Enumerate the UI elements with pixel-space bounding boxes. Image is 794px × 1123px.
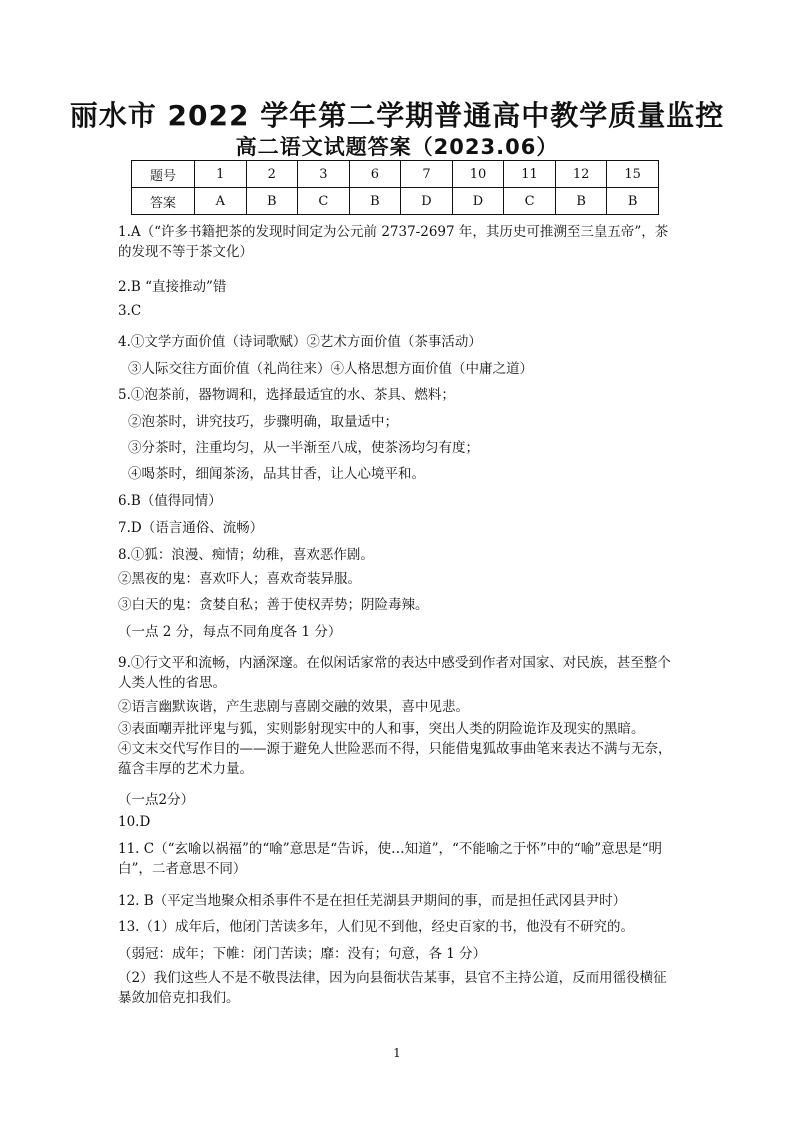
table-cell: D xyxy=(452,188,504,215)
answer-q8: 8.①狐：浪漫、痴情；幼稚，喜欢恶作剧。 xyxy=(118,547,374,563)
scoring-note: （一点 2 分，每点不同角度各 1 分） xyxy=(118,624,342,640)
table-cell: 10 xyxy=(452,161,504,188)
table-cell: 15 xyxy=(607,161,659,188)
answer-q8-item: ②黑夜的鬼：喜欢吓人；喜欢奇装异服。 xyxy=(118,571,361,587)
table-cell: 11 xyxy=(504,161,556,188)
answer-q9-item: ②语言幽默诙谐，产生悲剧与喜剧交融的效果，喜中见悲。 xyxy=(118,699,469,715)
page-number: 1 xyxy=(393,1046,401,1060)
answer-q5-item: ④喝茶时，细闻茶汤，品其甘香，让人心境平和。 xyxy=(128,466,425,482)
page-title: 丽水市 2022 学年第二学期普通高中教学质量监控 xyxy=(69,99,725,132)
answer-q8-item: ③白天的鬼：贪婪自私；善于使权弄势；阴险毒辣。 xyxy=(118,597,429,613)
table-row xyxy=(132,161,659,188)
table-cell: 3 xyxy=(298,161,350,188)
answer-q5: 5.①泡茶前，器物调和，选择最适宜的水、茶具、燃料； xyxy=(118,387,455,403)
table-header-cell: 答案 xyxy=(132,188,195,215)
answer-q1: 1.A（“许多书籍把茶的发现时间定为公元前 2737-2697 年，其历史可推溯至三皇五帝”，茶的发现不等于茶文化） xyxy=(118,224,669,260)
table-cell: B xyxy=(246,188,298,215)
table-cell: C xyxy=(298,188,350,215)
answer-q4: 4.①文学方面价值（诗词歌赋）②艺术方面价值（茶事活动） xyxy=(118,334,482,350)
answer-q13-item: （2）我们这些人不是不敬畏法律，因为向县衙状告某事，县官不主持公道，反而用徭役横征暴敛加倍克扣我们。 xyxy=(118,970,667,1006)
answer-q9-item: ③表面嘲弄批评鬼与狐，实则影射现实中的人和事，突出人类的阴险诡诈及现实的黑暗。 xyxy=(118,721,645,737)
answer-q6: 6.B（值得同情） xyxy=(118,493,222,509)
scoring-note: （一点2分） xyxy=(118,792,195,808)
answer-q9-item: ④文末交代写作目的——源于避免人世险恶而不得，只能借鬼狐故事曲笔来表达不满与无奈，蕴含丰厚的艺术力量。 xyxy=(118,741,672,777)
answer-q2: 2.B “直接推动”错 xyxy=(118,279,227,295)
answer-table xyxy=(131,160,659,215)
table-cell: 12 xyxy=(555,161,607,188)
answer-q5-item: ②泡茶时，讲究技巧，步骤明确，取量适中； xyxy=(128,414,398,430)
table-cell: A xyxy=(195,188,247,215)
answer-q11: 11. C（“玄喻以祸福”的“喻”意思是“告诉，使…知道”，“不能喻之于怀”中的“喻”意思是“明白”，二者意思不同） xyxy=(118,841,663,877)
answer-q9: 9.①行文平和流畅，内涵深邃。在似闲话家常的表达中感受到作者对国家、对民族，甚至整个人类人性的省思。 xyxy=(118,655,671,691)
table-cell: B xyxy=(555,188,607,215)
table-cell: 1 xyxy=(195,161,247,188)
answer-q12: 12. B（平定当地聚众相杀事件不是在担任芜湖县尹期间的事，而是担任武冈县尹时） xyxy=(118,893,627,909)
answer-q7: 7.D（语言通俗、流畅） xyxy=(118,520,264,536)
scoring-note: （弱冠：成年；下帷：闭门苦读；靡：没有；句意，各 1 分） xyxy=(118,946,487,962)
table-header-cell: 题号 xyxy=(132,161,195,188)
answer-q10: 10.D xyxy=(118,814,151,830)
page-subtitle: 高二语文试题答案（2023.06） xyxy=(235,135,559,159)
answer-q13: 13.（1）成年后，他闭门苦读多年，人们见不到他，经史百家的书，他没有不研究的。 xyxy=(118,919,635,935)
answer-q3: 3.C xyxy=(118,303,142,319)
table-cell: 2 xyxy=(246,161,298,188)
table-cell: B xyxy=(607,188,659,215)
answer-q4-cont: ③人际交往方面价值（礼尚往来）④人格思想方面价值（中庸之道） xyxy=(128,361,533,377)
table-cell: B xyxy=(349,188,401,215)
table-cell: D xyxy=(401,188,453,215)
table-cell: 6 xyxy=(349,161,401,188)
table-cell: C xyxy=(504,188,556,215)
table-cell: 7 xyxy=(401,161,453,188)
answer-q5-item: ③分茶时，注重均匀，从一半渐至八成，使茶汤均匀有度； xyxy=(128,440,479,456)
table-row xyxy=(132,188,659,215)
